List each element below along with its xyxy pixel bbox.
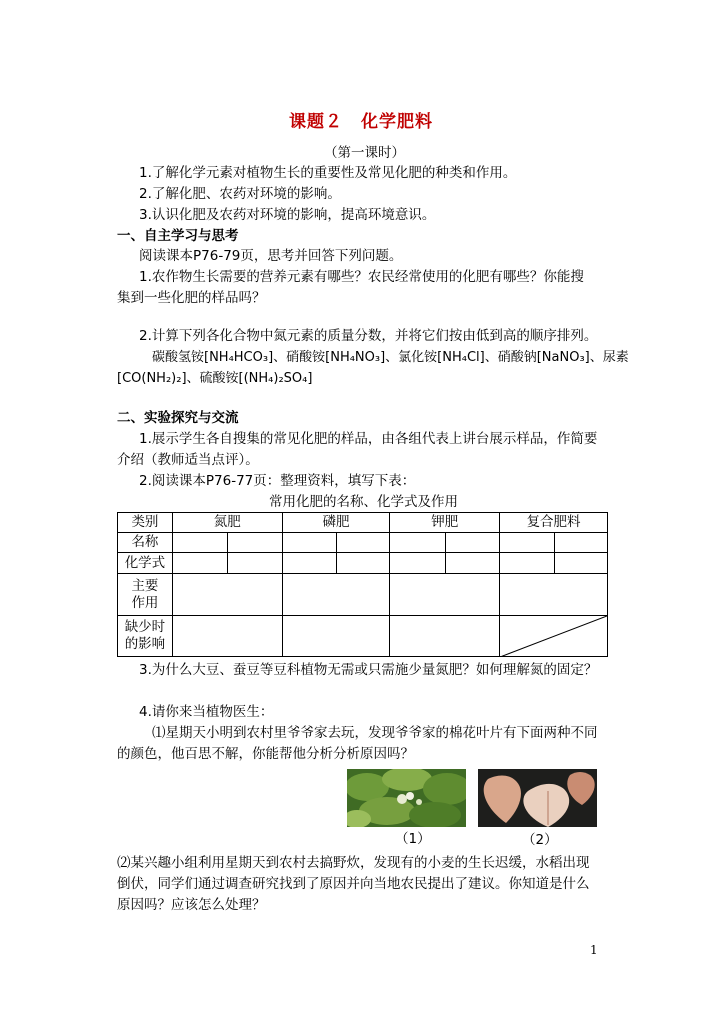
cotton-leaf-photo-2 (478, 769, 597, 827)
objective-1: 1.了解化学元素对植物生长的重要性及常见化肥的种类和作用。 (139, 165, 517, 181)
section-1-intro: 阅读课本P76-79页，思考并回答下列问题。 (139, 248, 403, 264)
compounds-line-1: 碳酸氢铵[NH₄HCO₃]、硝酸铵[NH₄NO₃]、氯化铵[NH₄Cl]、硝酸钠[NaNO₃]、尿素 (152, 350, 629, 365)
table-cell[interactable] (172, 533, 227, 553)
leaf-cluster-image (347, 769, 466, 827)
objective-2: 2.了解化肥、农药对环境的影响。 (139, 186, 341, 202)
table-cell[interactable] (336, 533, 390, 553)
question-4-2-line-2: 倒伏，同学们通过调查研究找到了原因并向当地农民提出了建议。你知道是什么 (117, 876, 590, 892)
diagonal-line (500, 616, 607, 657)
table-cell[interactable] (282, 533, 336, 553)
cotton-leaf-photo-1 (347, 769, 466, 827)
table-cell[interactable] (390, 574, 500, 616)
table-cell[interactable] (227, 533, 282, 553)
table-cell[interactable] (555, 533, 608, 553)
table-cell[interactable] (390, 533, 446, 553)
heart-leaves-image (478, 769, 597, 827)
objective-3: 3.认识化肥及农药对环境的影响，提高环境意识。 (139, 207, 436, 223)
question-4-2-line-1: ⑵某兴趣小组利用星期天到农村去搞野炊，发现有的小麦的生长迟缓，水稻出现 (117, 855, 590, 871)
table-cell[interactable] (390, 553, 446, 574)
table-header-phosphorus: 磷肥 (282, 513, 390, 533)
question-4-1-line-1: ⑴星期天小明到农村里爷爷家去玩，发现爷爷家的棉花叶片有下面两种不同 (152, 725, 598, 741)
table-cell[interactable] (500, 574, 608, 616)
page-title: 课题２ 化学肥料 (289, 112, 433, 132)
table-cell[interactable] (227, 553, 282, 574)
diagonal-slash-cell (500, 616, 608, 657)
table-cell[interactable] (446, 533, 500, 553)
section-2-question-1-line-2: 介绍（教师适当点评）。 (117, 452, 259, 468)
section-2-heading: 二、实验探究与交流 (117, 410, 239, 426)
table-cell[interactable] (172, 616, 282, 657)
table-header-nitrogen: 氮肥 (172, 513, 282, 533)
table-caption: 常用化肥的名称、化学式及作用 (269, 494, 458, 510)
section-2-question-1-line-1: 1.展示学生各自搜集的常见化肥的样品，由各组代表上讲台展示样品，作简要 (139, 431, 598, 447)
page-subtitle: （第一课时） (324, 145, 405, 161)
table-cell[interactable] (500, 553, 555, 574)
table-cell[interactable] (555, 553, 608, 574)
question-4-2-line-3: 原因吗？应该怎么处理？ (117, 897, 266, 913)
row-label-name: 名称 (118, 533, 173, 553)
section-2-question-2: 2.阅读课本P76-77页：整理资料，填写下表： (139, 473, 416, 489)
table-cell[interactable] (336, 553, 390, 574)
table-header-potassium: 钾肥 (390, 513, 500, 533)
page-number: 1 (590, 943, 598, 957)
row-label-deficiency: 缺少时 的影响 (118, 616, 173, 657)
table-cell[interactable] (282, 574, 390, 616)
row-label-formula: 化学式 (118, 553, 173, 574)
photo-1-caption: （1） (395, 831, 431, 847)
table-header-category: 类别 (118, 513, 173, 533)
table-header-compound: 复合肥料 (500, 513, 608, 533)
fertilizer-table (117, 512, 608, 657)
photo-2-caption: （2） (522, 832, 558, 848)
row-label-function: 主要 作用 (118, 574, 173, 616)
table-cell[interactable] (172, 553, 227, 574)
section-1-heading: 一、自主学习与思考 (117, 228, 239, 244)
table-cell[interactable] (390, 616, 500, 657)
table-cell[interactable] (446, 553, 500, 574)
table-cell[interactable] (500, 533, 555, 553)
table-cell[interactable] (282, 616, 390, 657)
question-4-1-line-2: 的颜色，他百思不解，你能帮他分析分析原因吗？ (117, 746, 414, 762)
table-cell[interactable] (282, 553, 336, 574)
compounds-line-2: [CO(NH₂)₂]、硫酸铵[(NH₄)₂SO₄] (117, 371, 313, 386)
section-2-question-3: 3.为什么大豆、蚕豆等豆科植物无需或只需施少量氮肥？如何理解氮的固定？ (139, 662, 598, 678)
section-1-question-1-line-2: 集到一些化肥的样品吗？ (117, 290, 266, 306)
table-cell[interactable] (172, 574, 282, 616)
section-2-question-4: 4.请你来当植物医生： (139, 704, 274, 720)
section-1-question-1-line-1: 1.农作物生长需要的营养元素有哪些？农民经常使用的化肥有哪些？你能搜 (139, 269, 584, 285)
section-1-question-2: 2.计算下列各化合物中氮元素的质量分数，并将它们按由低到高的顺序排列。 (139, 328, 598, 344)
